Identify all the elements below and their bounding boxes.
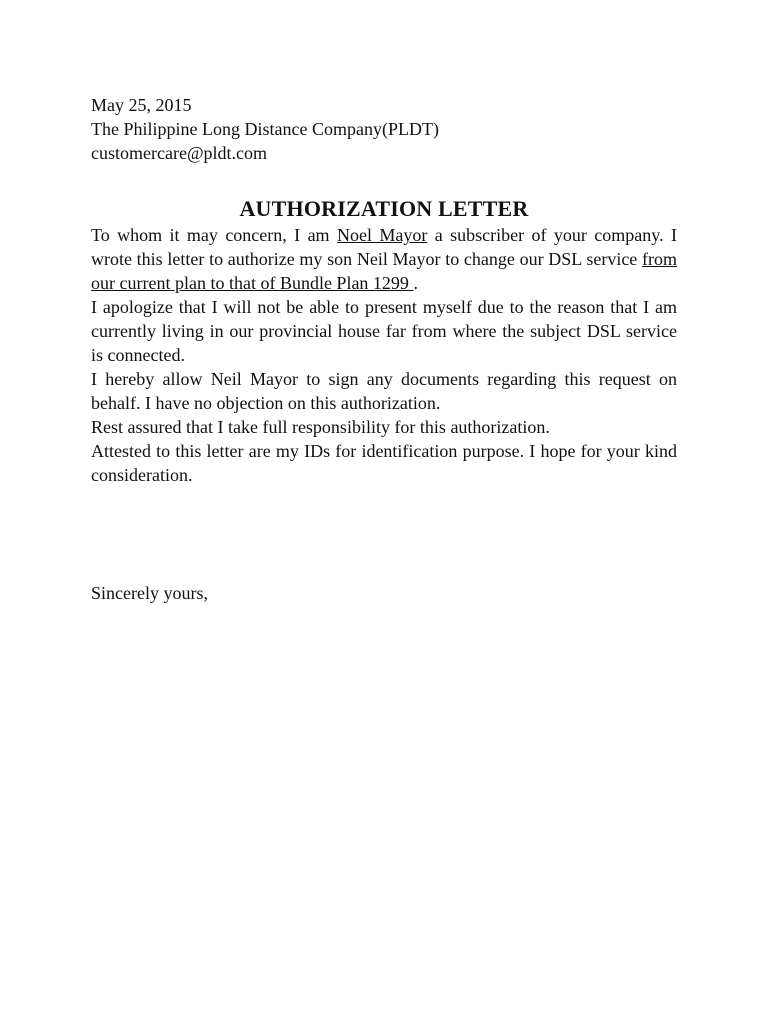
- p1-intro: To whom it may concern, I am: [91, 225, 337, 245]
- recipient-email: customercare@pldt.com: [91, 143, 268, 163]
- plan-change-text: from our current plan to that of Bundle Plan 1299: [91, 249, 677, 293]
- p1-middle: a subscriber of your company. I wrote this letter to authorize my son Neil Mayor to change our DSL service: [91, 225, 677, 269]
- letter-page: [91, 93, 677, 605]
- paragraph-apology: I apologize that I will not be able to present myself due to the reason that I am currently living in our provincial house far from where the subject DSL service is connected.: [91, 297, 677, 365]
- letter-title: AUTHORIZATION LETTER: [239, 196, 529, 221]
- p1-end: .: [413, 273, 418, 293]
- paragraph-attestation: Attested to this letter are my IDs for identification purpose. I hope for your kind consideration.: [91, 441, 677, 485]
- letter-date: May 25, 2015: [91, 95, 192, 115]
- closing-salutation: Sincerely yours,: [91, 583, 208, 603]
- paragraph-authorization: [91, 223, 677, 295]
- subscriber-name: Noel Mayor: [336, 225, 428, 245]
- paragraph-permission: I hereby allow Neil Mayor to sign any documents regarding this request on behalf. I have no objection on this authorization.: [91, 369, 677, 413]
- paragraph-responsibility: Rest assured that I take full responsibility for this authorization.: [91, 417, 550, 437]
- recipient-company: The Philippine Long Distance Company(PLDT): [91, 119, 439, 139]
